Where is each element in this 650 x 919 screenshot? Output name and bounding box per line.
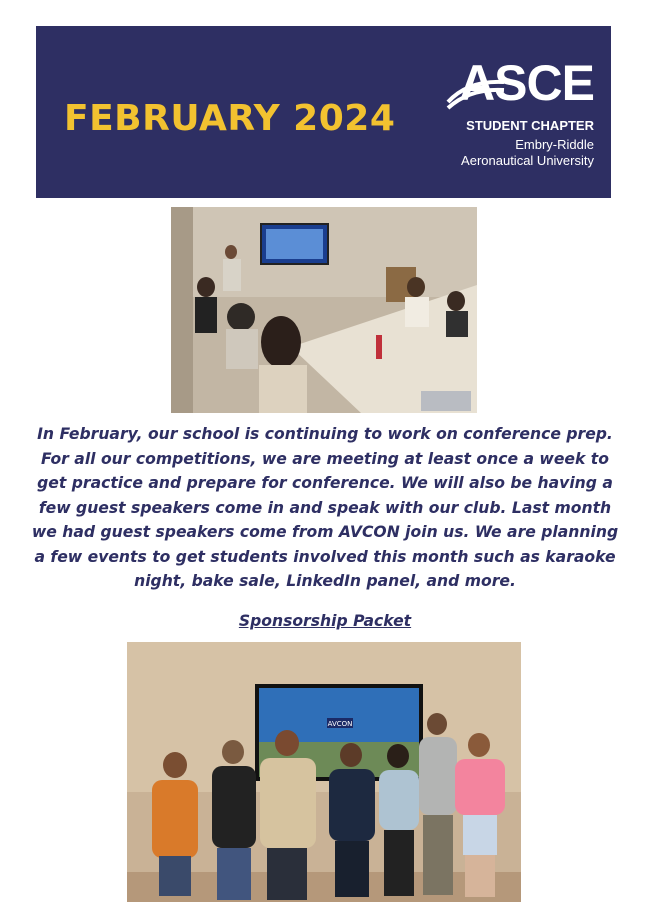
logo-university-line1: Embry-Riddle (515, 137, 594, 152)
asce-logo (446, 54, 606, 194)
logo-student-chapter: STUDENT CHAPTER (466, 118, 594, 133)
page-title: FEBRUARY 2024 (64, 98, 396, 139)
person-6 (419, 713, 457, 895)
screen-text: AVCON (327, 720, 353, 728)
logo-university-line2: Aeronautical University (461, 153, 594, 168)
header-banner (36, 26, 611, 198)
sponsorship-packet-link[interactable]: Sponsorship Packet (238, 612, 412, 630)
group-photo-image (127, 642, 521, 902)
meeting-photo-image (171, 207, 477, 413)
logo-wordmark: ASCE (459, 55, 594, 111)
group-photo (127, 642, 521, 902)
meeting-photo (171, 207, 477, 413)
body-paragraph: In February, our school is continuing to work on conference prep. For all our competitions, we are meeting at least once a week to get practice and prepare for conference. We will also be having a few guest speakers come in and speak with our club. Last month we had guest speakers come from AVCON join us. We are planning a few events to get students involved this month such as karaoke night, bake sale, LinkedIn panel, and more. (31, 425, 619, 590)
